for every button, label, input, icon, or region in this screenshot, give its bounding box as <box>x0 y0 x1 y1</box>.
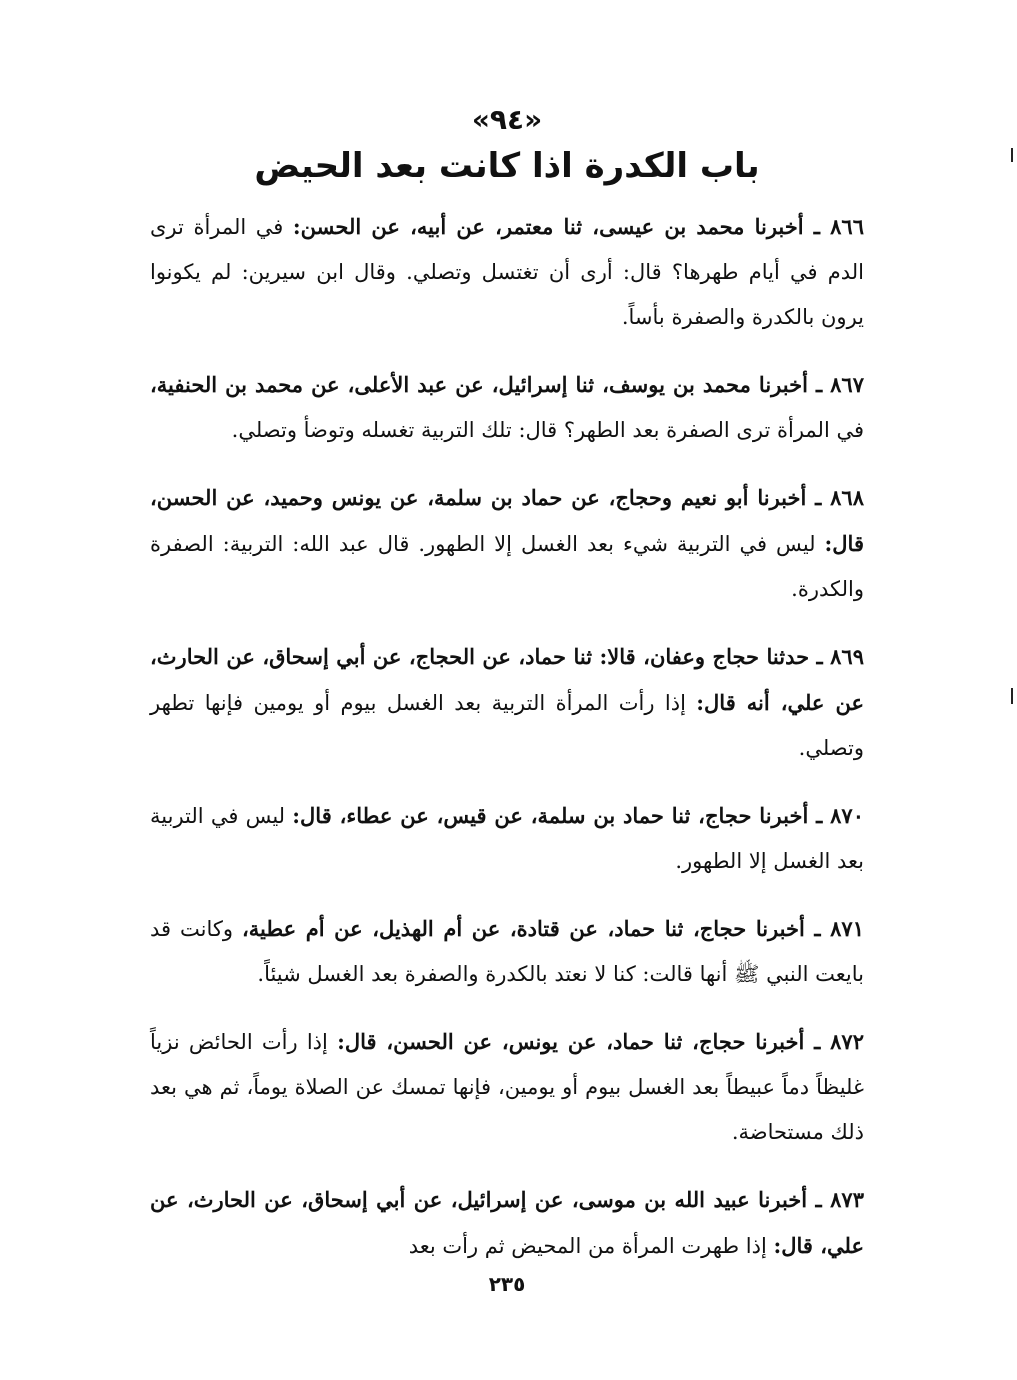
entry-text: إذا رأت المرأة التربية بعد الغسل بيوم أو يومين فإنها تطهر وتصلي. <box>150 691 864 760</box>
entry-text: ليس في التربية شيء بعد الغسل إلا الطهور. قال عبد الله: التربية: الصفرة والكدرة. <box>150 532 864 601</box>
entry-chain: ٨٧١ ـ أخبرنا حجاج، ثنا حماد، عن قتادة، عن أم الهذيل، عن أم عطية، <box>242 916 864 941</box>
entry-chain: ٨٦٦ ـ أخبرنا محمد بن عيسى، ثنا معتمر، عن أبيه، عن الحسن: <box>292 214 864 239</box>
entry-chain: ٨٦٧ ـ أخبرنا محمد بن يوسف، ثنا إسرائيل، عن عبد الأعلى، عن محمد بن الحنفية، <box>150 372 864 397</box>
hadith-entry-873 <box>150 1177 864 1269</box>
chapter-title: باب الكدرة اذا كانت بعد الحيض <box>254 146 760 186</box>
entry-text: إذا رأت الحائض نزياً غليظاً دماً عبيطاً بعد الغسل بيوم أو يومين، فإنها تمسك عن الصلاة يوماً، ثم هي بعد ذلك مستحاضة. <box>150 1030 864 1144</box>
entry-chain: ٨٧٢ ـ أخبرنا حجاج، ثنا حماد، عن يونس، عن الحسن، قال: <box>337 1029 864 1054</box>
margin-mark-top <box>1011 148 1013 162</box>
entry-chain: ٨٦٩ ـ حدثنا حجاج وعفان، قالا: ثنا حماد، عن الحجاج، عن أبي إسحاق، عن الحارث، عن علي، أنه قال: <box>150 644 864 715</box>
hadith-entry-867 <box>150 362 864 453</box>
chapter-number: «٩٤» <box>471 103 543 136</box>
hadith-entry-870 <box>150 793 864 884</box>
margin-mark-middle <box>1011 688 1013 704</box>
entry-chain: ٨٧٠ ـ أخبرنا حجاج، ثنا حماد بن سلمة، عن قيس، عن عطاء، قال: <box>292 803 864 828</box>
hadith-entry-869 <box>150 634 864 771</box>
entry-text: في المرأة ترى الدم في أيام طهرها؟ قال: أرى أن تغتسل وتصلي. وقال ابن سيرين: لم يكونوا يرون بالكدرة والصفرة بأساً. <box>150 215 864 329</box>
entry-text: إذا طهرت المرأة من المحيض ثم رأت بعد <box>408 1234 774 1258</box>
page-number: ٢٣٥ <box>488 1272 526 1296</box>
entry-chain: ٨٧٣ ـ أخبرنا عبيد الله بن موسى، عن إسرائيل، عن أبي إسحاق، عن الحارث، عن علي، قال: <box>150 1187 864 1258</box>
entry-text: وكانت قد بايعت النبي ﷺ أنها قالت: كنا لا نعتد بالكدرة والصفرة بعد الغسل شيئاً. <box>150 917 864 986</box>
hadith-entry-868 <box>150 475 864 612</box>
entry-chain: ٨٦٨ ـ أخبرنا أبو نعيم وحجاج، عن حماد بن سلمة، عن يونس وحميد، عن الحسن، قال: <box>150 485 864 556</box>
hadith-entry-872 <box>150 1019 864 1155</box>
hadith-entry-871 <box>150 906 864 997</box>
entry-text: في المرأة ترى الصفرة بعد الطهر؟ قال: تلك التربية تغسله وتوضأ وتصلي. <box>231 418 864 442</box>
hadith-entry-866 <box>150 204 864 340</box>
book-page <box>150 100 864 1300</box>
entry-text: ليس في التربية بعد الغسل إلا الطهور. <box>150 804 864 873</box>
